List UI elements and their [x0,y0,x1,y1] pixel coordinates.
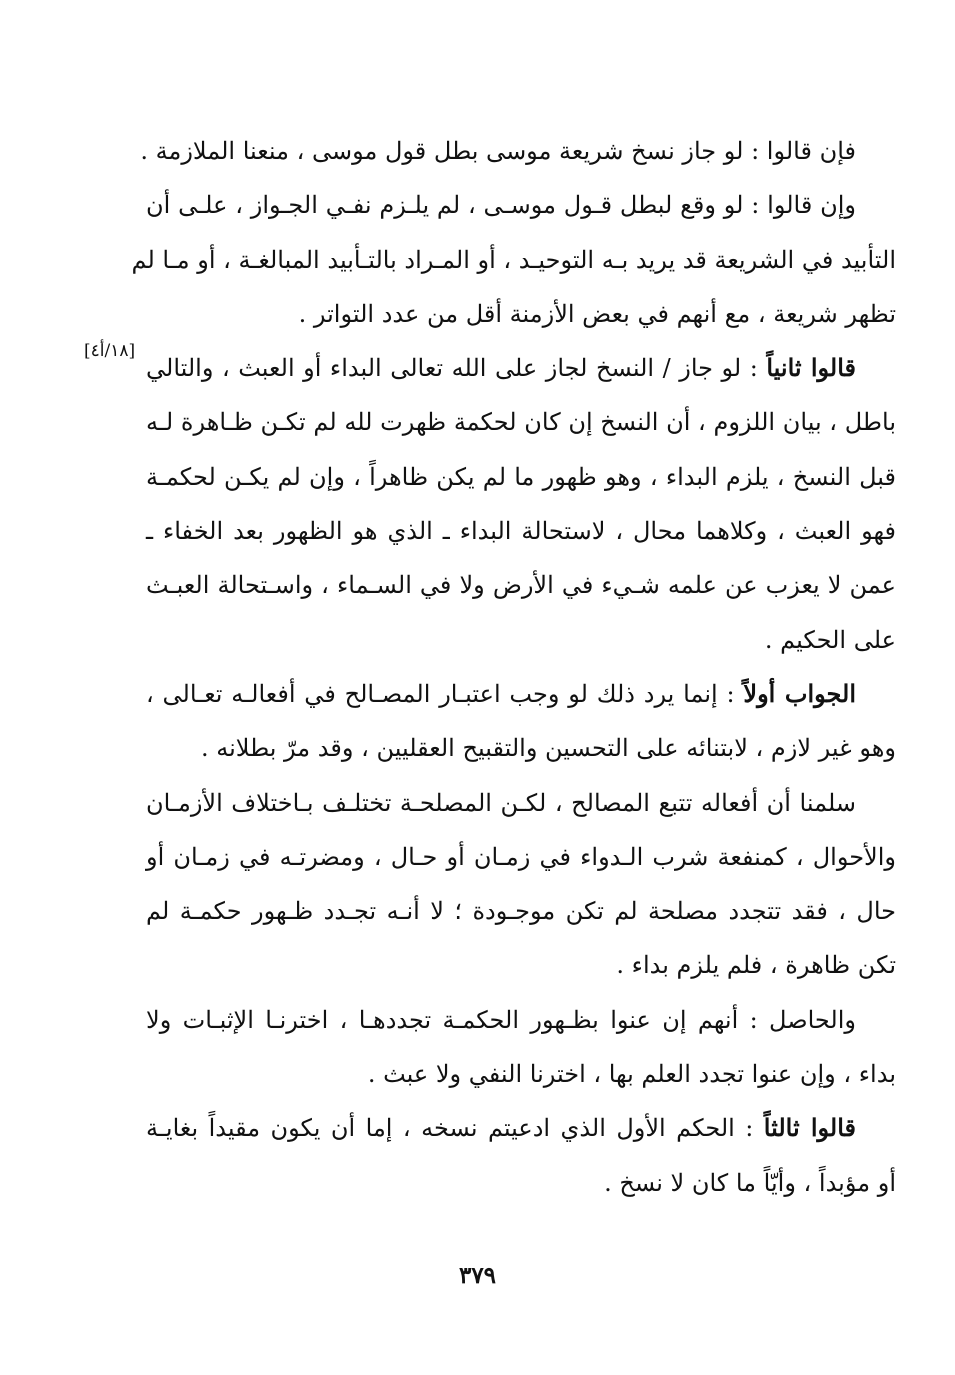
text-line: الجواب أولاً : إنما يرد ذلك لو وجب اعتبـار المصـالح في أفعالـه تعـالى ، [146,678,856,708]
text-line: قالوا ثالثاً : الحكم الأول الذي ادعيتم نسخه ، إما أن يكون مقيداً بغايـة [146,1113,856,1143]
body-text [131,124,896,1210]
text-line: فإن قالوا : لو جاز نسخ شريعة موسى بطل قول موسى ، منعنا الملازمة . [140,137,856,165]
text-line: أو مؤبداً ، وأيّاً ما كان لا نسخ . [604,1168,896,1197]
section-lead: الجواب أولاً [743,678,856,708]
text-line: قالوا ثانياً : لو جاز / النسخ لجاز على الله تعالى البداء أو العبث ، والتالي [146,353,857,383]
text-line: حال ، فقد تتجدد مصلحة لم تكن موجـودة ؛ لا أنـه تجـدد ظـهور حكمـة لم [146,897,896,926]
text-line: تظهر شريعة ، مع أنهم في بعض الأزمنة أقل من عدد التواتر . [298,299,896,328]
text-line: سلمنا أن أفعاله تتبع المصالح ، لكـن المصلحـة تختلـف بـاختلاف الأزمـان [146,788,856,817]
text-line: قبل النسخ ، يلزم البداء ، وهو ظهور ما لم يكن ظاهراً ، وإن لم يكـن لحكمـة [146,462,896,491]
text-line: بداء ، وإن عنوا تجدد العلم بها ، اخترنا النفي ولا عبث . [367,1060,896,1089]
text-line: والأحوال ، كمنفعة شرب الـدواء في زمـان أو حـال ، ومضرتـه في زمـان أو [146,842,896,871]
text-line: تكن ظاهرة ، فلم يلزم بداء . [616,951,896,980]
text-line: والحاصل : أنهم إن عنوا بظـهور الحكمـة تجددهـا ، اخترنـا الإثبـات ولا [146,1005,856,1034]
text-line: وهو غير لازم ، لابتنائه على التحسين والتقبيح العقليين ، وقد مرّ بطلانه . [200,734,896,763]
section-lead: قالوا ثالثاً [763,1113,856,1143]
text-line: باطل ، بيان اللزوم ، أن النسخ إن كان لحكمة ظهرت لله لم تكـن ظـاهرة لـه [146,408,896,437]
text-line: عمن لا يعزب عن علمه شـيء في الأرض ولا في السـماء ، واسـتحالة العبـث [146,571,896,600]
text-line: التأبيد في الشريعة قد يريد بـه التوحيـد ، أو المـراد بالتـأبيد المبالغـة ، أو مـا لم [131,245,896,274]
manuscript-folio-marker: [١٨/أ٤] [84,341,136,361]
text-line: فهو العبث ، وكلاهما محال ، لاستحالة البداء ـ الذي هو الظهور بعد الخفاء ـ [146,517,896,546]
section-lead: قالوا ثانياً [766,353,857,383]
page-number: ٣٧٩ [458,1262,497,1289]
text-line: وإن قالوا : لو وقع لبطل قـول موسـى ، لم يلـزم نفـي الجـواز ، علـى أن [146,191,856,220]
text-line: على الحكيم . [764,625,896,654]
